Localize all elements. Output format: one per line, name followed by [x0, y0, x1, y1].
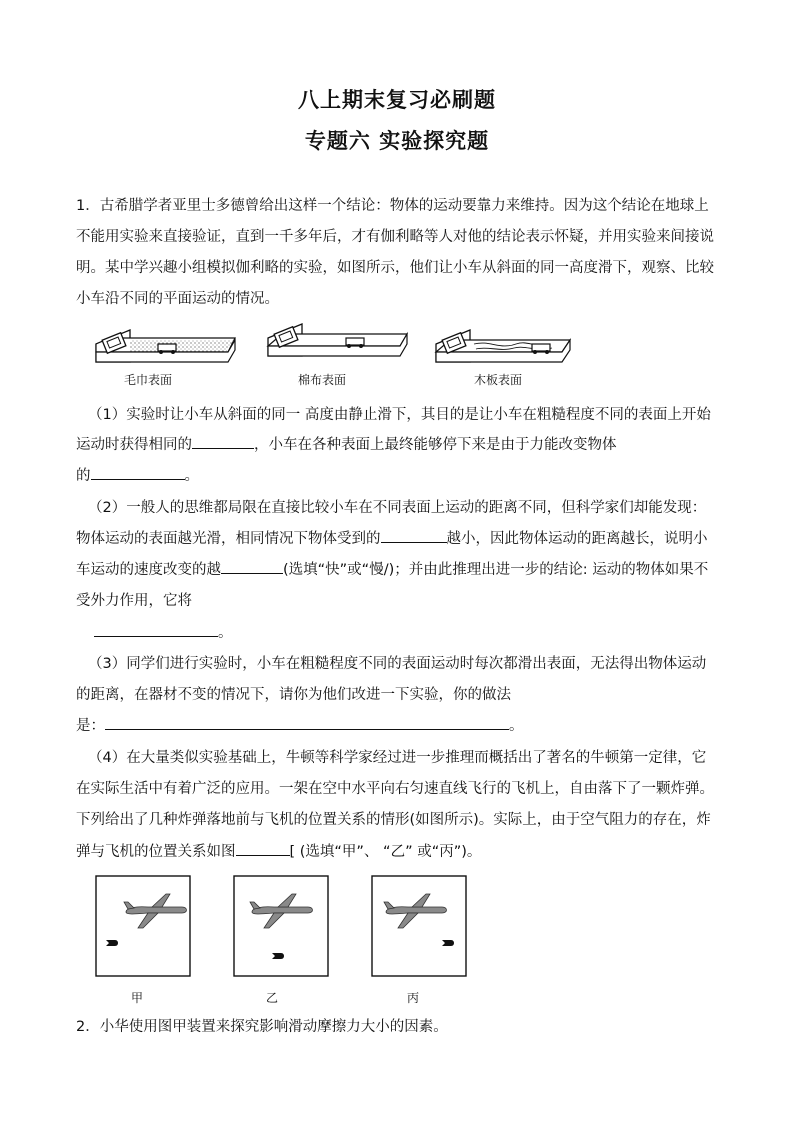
page-subtitle: 专题六 实验探究题 — [304, 129, 490, 153]
q1-part4-line: （4）在大量类似实验基础上，牛顿等科学家经过进一步推理而概括出了著名的牛顿第一定律，它 — [88, 750, 707, 766]
q1-part1-line: （1）实验时让小车从斜面的同一 高度由静止滑下，其目的是让小车在粗糙程度不同的表面上开始 — [88, 407, 711, 423]
panel-bing — [372, 876, 466, 976]
q1-part2-line — [94, 618, 233, 648]
answer-blank[interactable] — [94, 620, 218, 637]
answer-blank[interactable] — [236, 839, 290, 856]
q1-stem-line: 明。某中学兴趣小组模拟伽利略的实验，如图所示，他们让小车从斜面的同一高度滑下，观察、比较 — [76, 260, 714, 276]
ramp-wood — [436, 330, 570, 362]
surface-label-towel: 毛巾表面 — [123, 373, 172, 387]
text: 物体运动的表面越光滑，相同情况下物体受到的 — [76, 531, 381, 547]
text: 运动时获得相同的 — [76, 437, 192, 453]
q2-stem: 2．小华使用图甲装置来探究影响滑动摩擦力大小的因素。 — [76, 1019, 448, 1035]
q1-part2-line: 受外力作用，它将 — [76, 593, 192, 609]
ramp-towel — [96, 330, 235, 362]
text: 越小，因此物体运动的距离越长，说明小 — [446, 531, 708, 547]
answer-blank[interactable] — [91, 463, 185, 480]
ramp-figure — [90, 322, 580, 372]
panel-yi — [234, 876, 328, 976]
answer-blank[interactable] — [192, 432, 254, 449]
q1-part1-line — [76, 430, 617, 460]
page-title: 八上期末复习必刷题 — [298, 88, 496, 112]
answer-blank[interactable] — [381, 526, 447, 543]
q1-part3-line: 的距离，在器材不变的情况下，请你为他们改进一下实验，你的做法 — [76, 687, 511, 703]
q1-part4-line: 在实际生活中有着广泛的应用。一架在空中水平向右匀速直线飞行的飞机上，自由落下了一颗炸弹。 — [76, 781, 714, 797]
surface-label-cotton: 棉布表面 — [297, 373, 346, 387]
panel-label-jia: 甲 — [130, 991, 143, 1005]
q1-part2-line — [76, 524, 708, 554]
plane-figure — [94, 874, 474, 980]
panel-jia — [96, 876, 190, 976]
text: [ (选填“甲”、 “乙” 或“丙”)。 — [289, 844, 482, 860]
q1-part4-line: 下列给出了几种炸弹落地前与飞机的位置关系的情形(如图所示)。实际上，由于空气阻力的存在，炸 — [76, 812, 711, 828]
text: 。 — [509, 718, 524, 734]
q1-stem-line: 1．古希腊学者亚里士多德曾给出这样一个结论：物体的运动要靠力来维持。因为这个结论在地球上 — [76, 198, 709, 214]
q1-stem-line: 不能用实验来直接验证，直到一千多年后，才有伽利略等人对他的结论表示怀疑，并用实验来间接说 — [76, 229, 714, 245]
q1-part2-line — [76, 555, 708, 585]
q1-part4-line — [76, 837, 481, 867]
answer-blank[interactable] — [221, 557, 283, 574]
panel-label-yi: 乙 — [265, 991, 278, 1005]
text: 。 — [184, 468, 199, 484]
text: 的 — [76, 468, 91, 484]
text: 弹与飞机的位置关系如图 — [76, 844, 236, 860]
text: ，小车在各种表面上最终能够停下来是由于力能改变物体 — [254, 437, 617, 453]
q1-stem-line: 小车沿不同的平面运动的情况。 — [76, 291, 279, 307]
q1-part1-line — [76, 461, 199, 491]
answer-blank[interactable] — [105, 713, 509, 730]
q1-part2-line: （2）一般人的思维都局限在直接比较小车在不同表面上运动的距离不同，但科学家们却能发现： — [88, 500, 707, 516]
q1-part3-line: （3）同学们进行实验时，小车在粗糙程度不同的表面运动时每次都滑出表面，无法得出物体运动 — [88, 656, 707, 672]
text: 。 — [218, 625, 233, 641]
text: 车运动的速度改变的越 — [76, 562, 221, 578]
q1-part3-line — [76, 711, 524, 741]
panel-label-bing: 丙 — [406, 991, 419, 1005]
text: 是： — [76, 718, 105, 734]
ramp-cotton — [268, 324, 407, 356]
surface-label-wood: 木板表面 — [473, 373, 522, 387]
text: (选填“快”或“慢/)；并由此推理出进一步的结论: 运动的物体如果不 — [283, 562, 709, 578]
